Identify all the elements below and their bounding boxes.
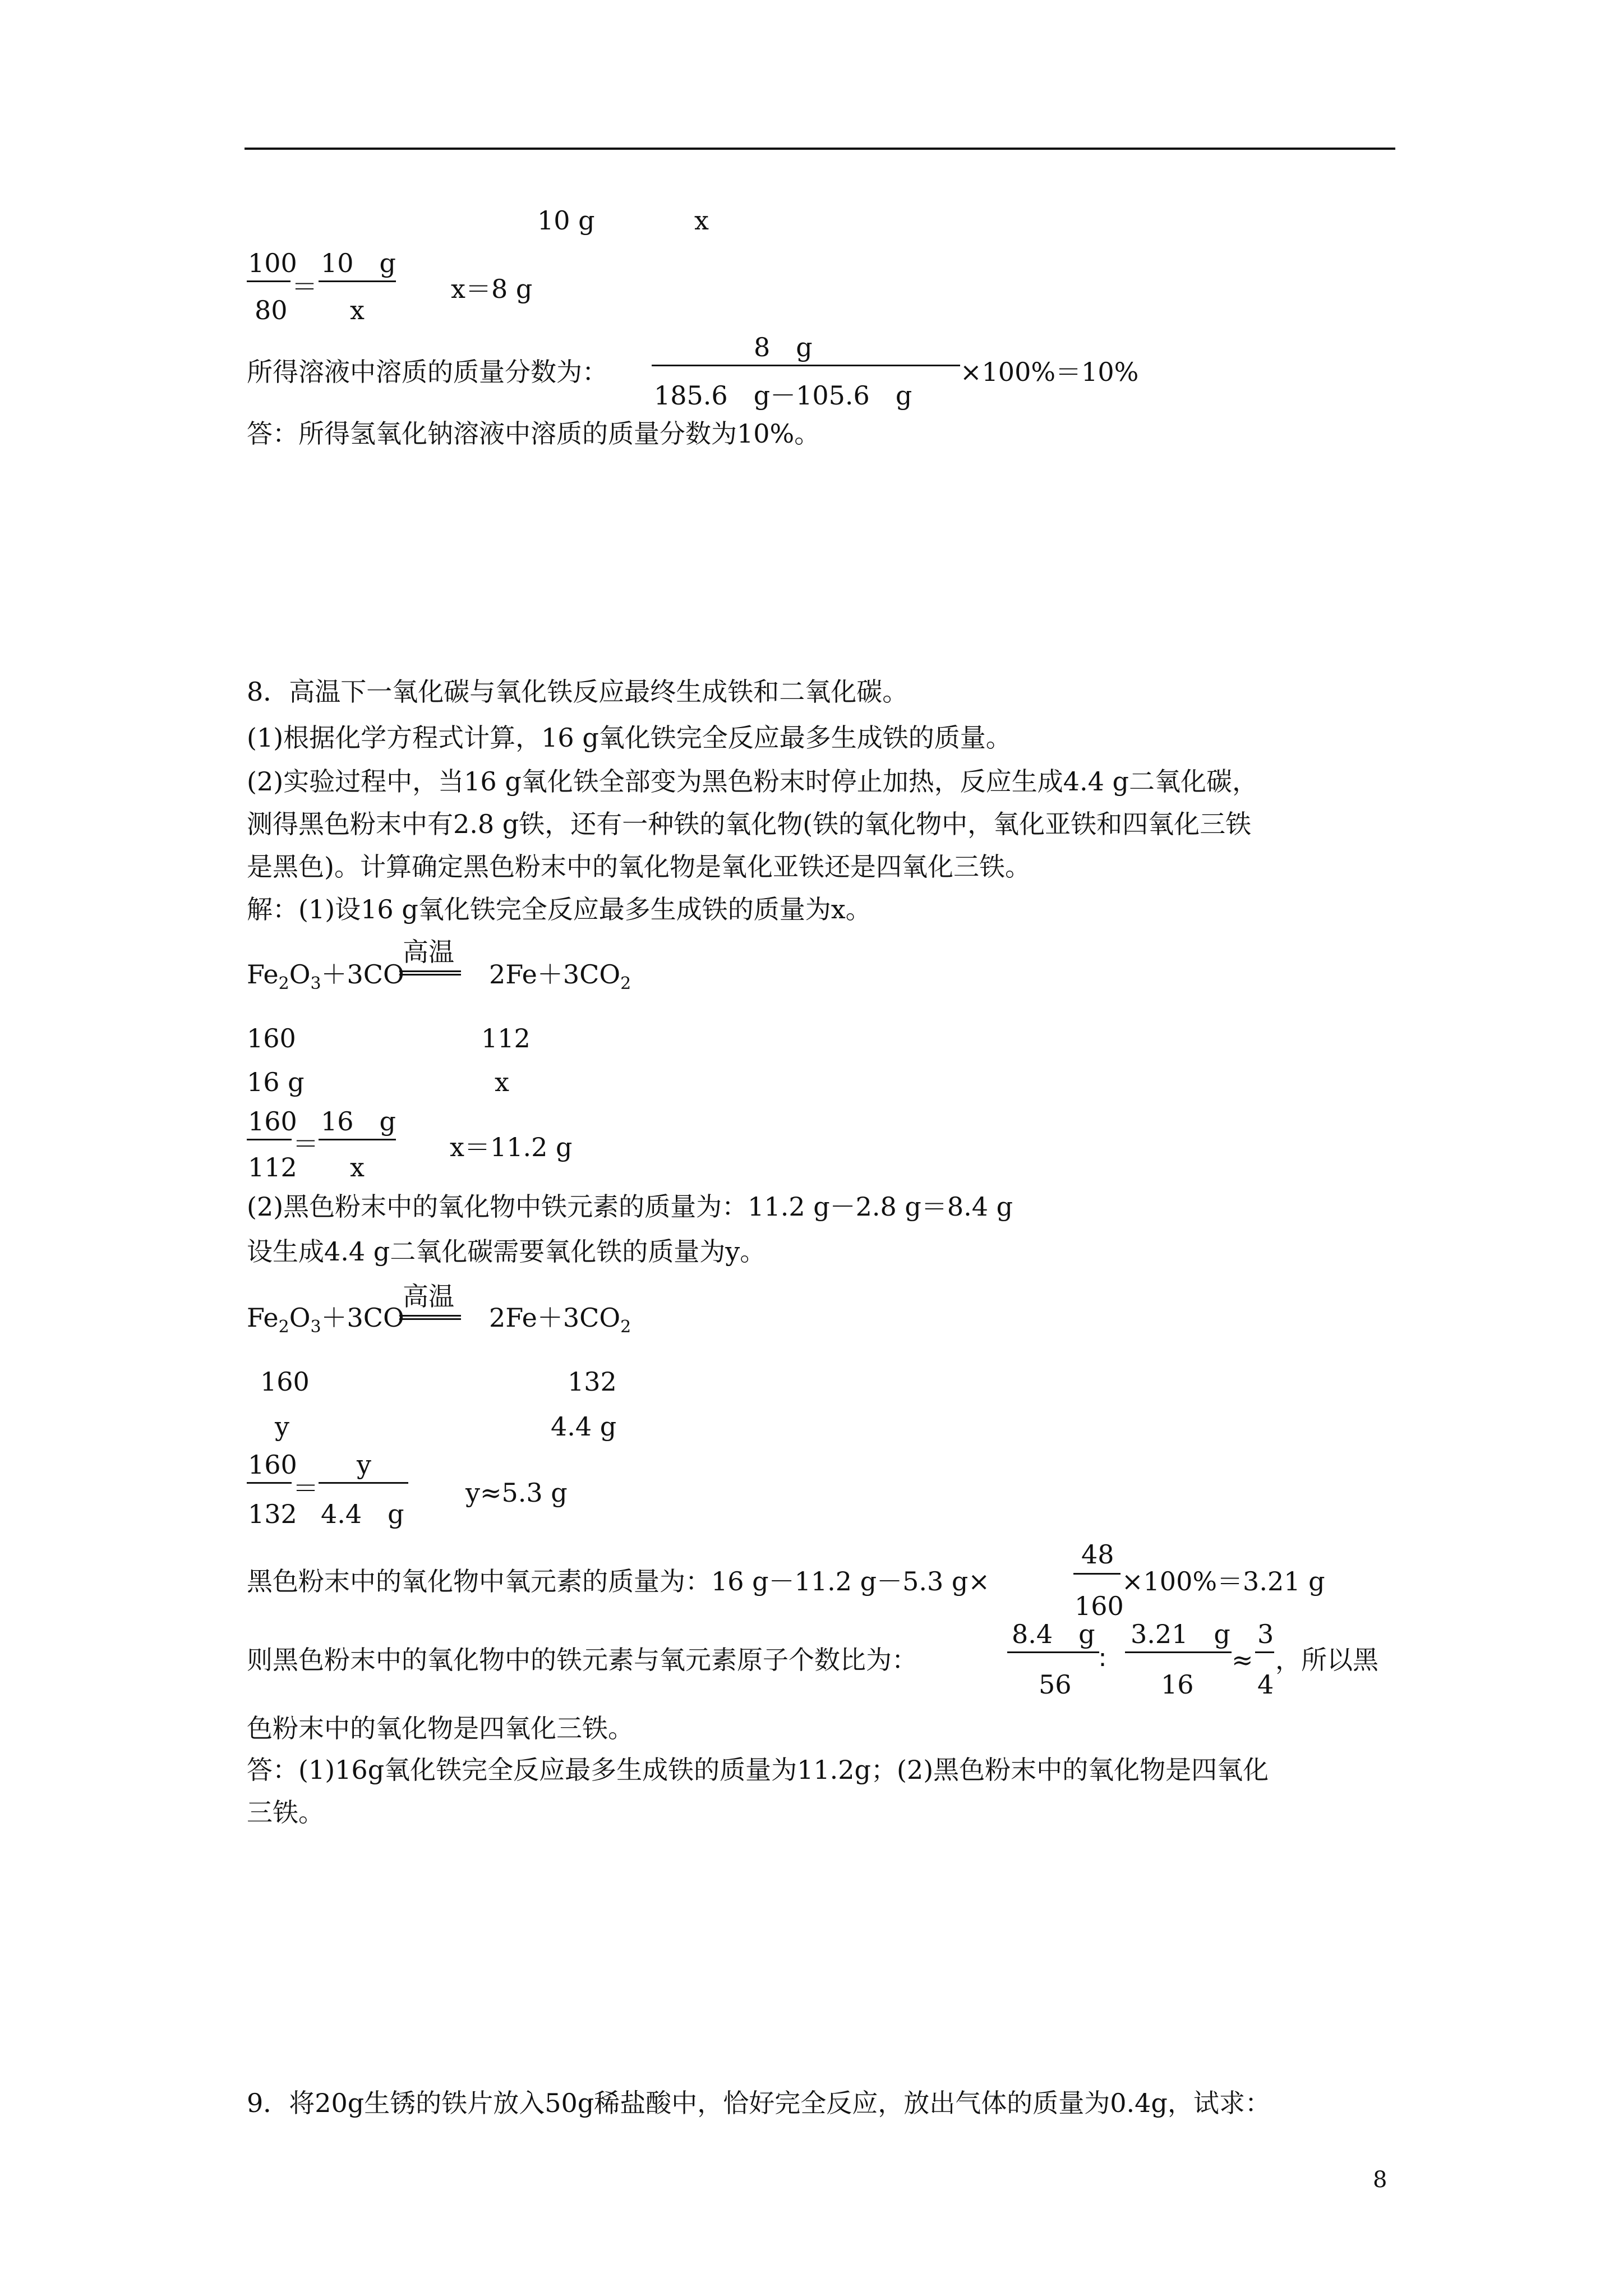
fraction-denominator: 4.4 g xyxy=(321,1499,404,1529)
reaction-arrow xyxy=(399,970,461,976)
ratio-label: 则黑色粉末中的氧化物中的铁元素与氧元素原子个数比为： xyxy=(247,1645,917,1675)
fraction-numerator: 8 g xyxy=(754,332,813,362)
fraction-line xyxy=(1007,1651,1099,1653)
molar-mass: 112 xyxy=(481,1023,531,1053)
fraction-denominator: 132 xyxy=(248,1499,297,1529)
mass-value: 16 g xyxy=(247,1067,305,1097)
fraction-denominator: x xyxy=(350,1152,365,1182)
question-8-title: 8．高温下一氧化碳与氧化铁反应最终生成铁和二氧化碳。 xyxy=(247,677,909,707)
fraction-line xyxy=(247,1139,292,1140)
calc-result: y≈5.3 g xyxy=(465,1478,568,1508)
mass-value: y xyxy=(275,1411,289,1442)
fraction-denominator: 112 xyxy=(248,1152,297,1182)
fraction-line xyxy=(1073,1573,1121,1575)
fraction-numerator: y xyxy=(357,1450,371,1480)
fraction-denominator: 185.6 g－105.6 g xyxy=(654,380,912,411)
equals-sign: ＝ xyxy=(293,1129,319,1159)
fraction-denominator: 4 xyxy=(1257,1669,1274,1700)
fraction-numerator: 8.4 g xyxy=(1012,1619,1095,1649)
equals-sign: ＝ xyxy=(293,1473,319,1503)
fraction-numerator: 160 xyxy=(248,1106,297,1137)
mass-fraction-tail: ×100%＝10% xyxy=(960,357,1139,387)
fraction-line xyxy=(319,1139,396,1140)
mass-value: x xyxy=(495,1067,509,1097)
solution-step: (2)黑色粉末中的氧化物中铁元素的质量为：11.2 g－2.8 g＝8.4 g xyxy=(247,1191,1013,1222)
oxygen-mass-tail: ×100%＝3.21 g xyxy=(1122,1566,1325,1596)
ratio-tail: ，所以黑 xyxy=(1275,1645,1378,1675)
fraction-line xyxy=(652,365,960,366)
fraction-numerator: 3 xyxy=(1257,1619,1274,1649)
ratio-colon: ∶ xyxy=(1099,1645,1106,1675)
question-8-part-2: (2)实验过程中，当16 g氧化铁全部变为黑色粉末时停止加热，反应生成4.4 g二氧化碳， xyxy=(247,766,1258,797)
molar-mass: 160 xyxy=(260,1366,310,1397)
answer-text: 答：所得氢氧化钠溶液中溶质的质量分数为10%。 xyxy=(247,418,820,449)
fraction-numerator: 3.21 g xyxy=(1131,1619,1230,1649)
solution-intro: 解：(1)设16 g氧化铁完全反应最多生成铁的质量为x。 xyxy=(247,894,872,924)
reaction-condition: 高温 xyxy=(403,1281,454,1312)
fraction-denominator: 80 xyxy=(255,295,288,325)
chemical-equation: $2Fe+3CO_2$ xyxy=(489,959,631,993)
chemical-equation: $Fe_2O_3+3CO$ xyxy=(247,959,404,993)
ratio-conclusion: 色粉末中的氧化物是四氧化三铁。 xyxy=(247,1713,634,1743)
mass-value: 4.4 g xyxy=(551,1411,617,1442)
molar-mass: 132 xyxy=(568,1366,617,1397)
fraction-line xyxy=(247,280,291,282)
chemical-equation: $2Fe+3CO_2$ xyxy=(489,1303,631,1337)
question-9-title: 9．将20g生锈的铁片放入50g稀盐酸中，恰好完全反应，放出气体的质量为0.4g，试求： xyxy=(247,2088,1271,2118)
answer-text: 答：(1)16g氧化铁完全反应最多生成铁的质量为11.2g；(2)黑色粉末中的氧化物是四氧化 xyxy=(247,1755,1269,1785)
question-8-part-1: (1)根据化学方程式计算，16 g氧化铁完全反应最多生成铁的质量。 xyxy=(247,723,1012,753)
fraction-numerator: 48 xyxy=(1081,1539,1114,1570)
fraction-numerator: 10 g xyxy=(321,248,396,278)
ratio-value: x xyxy=(694,205,709,236)
fraction-line xyxy=(319,1482,408,1484)
reaction-condition: 高温 xyxy=(403,937,454,967)
approx-sign: ≈ xyxy=(1232,1645,1253,1675)
molar-mass: 160 xyxy=(247,1023,296,1053)
fraction-denominator: 160 xyxy=(1075,1591,1124,1621)
calc-result: x＝11.2 g xyxy=(450,1132,573,1162)
fraction-denominator: 16 xyxy=(1161,1669,1194,1700)
fraction-numerator: 160 xyxy=(248,1450,297,1480)
header-rule xyxy=(245,148,1395,150)
fraction-line xyxy=(1255,1651,1274,1653)
question-8-part-2: 是黑色)。计算确定黑色粉末中的氧化物是氧化亚铁还是四氧化三铁。 xyxy=(247,852,1031,882)
fraction-numerator: 16 g xyxy=(321,1106,396,1137)
chemical-equation: $Fe_2O_3+3CO$ xyxy=(247,1303,404,1337)
page-number: 8 xyxy=(1373,2167,1387,2193)
ratio-value: 10 g xyxy=(537,205,595,236)
fraction-line xyxy=(319,280,396,282)
calc-result: x＝8 g xyxy=(451,274,533,304)
fraction-numerator: 100 xyxy=(248,248,297,278)
fraction-line xyxy=(247,1482,292,1484)
solution-step: 设生成4.4 g二氧化碳需要氧化铁的质量为y。 xyxy=(247,1236,766,1267)
reaction-arrow xyxy=(399,1315,461,1320)
mass-fraction-label: 所得溶液中溶质的质量分数为： xyxy=(247,357,608,387)
fraction-denominator: 56 xyxy=(1039,1669,1072,1700)
question-8-part-2: 测得黑色粉末中有2.8 g铁，还有一种铁的氧化物(铁的氧化物中，氧化亚铁和四氧化三铁 xyxy=(247,809,1252,839)
answer-text: 三铁。 xyxy=(247,1797,324,1828)
equals-sign: ＝ xyxy=(292,272,317,302)
fraction-line xyxy=(1125,1651,1232,1653)
oxygen-mass-label: 黑色粉末中的氧化物中氧元素的质量为：16 g－11.2 g－5.3 g× xyxy=(247,1566,990,1596)
fraction-denominator: x xyxy=(350,295,365,325)
